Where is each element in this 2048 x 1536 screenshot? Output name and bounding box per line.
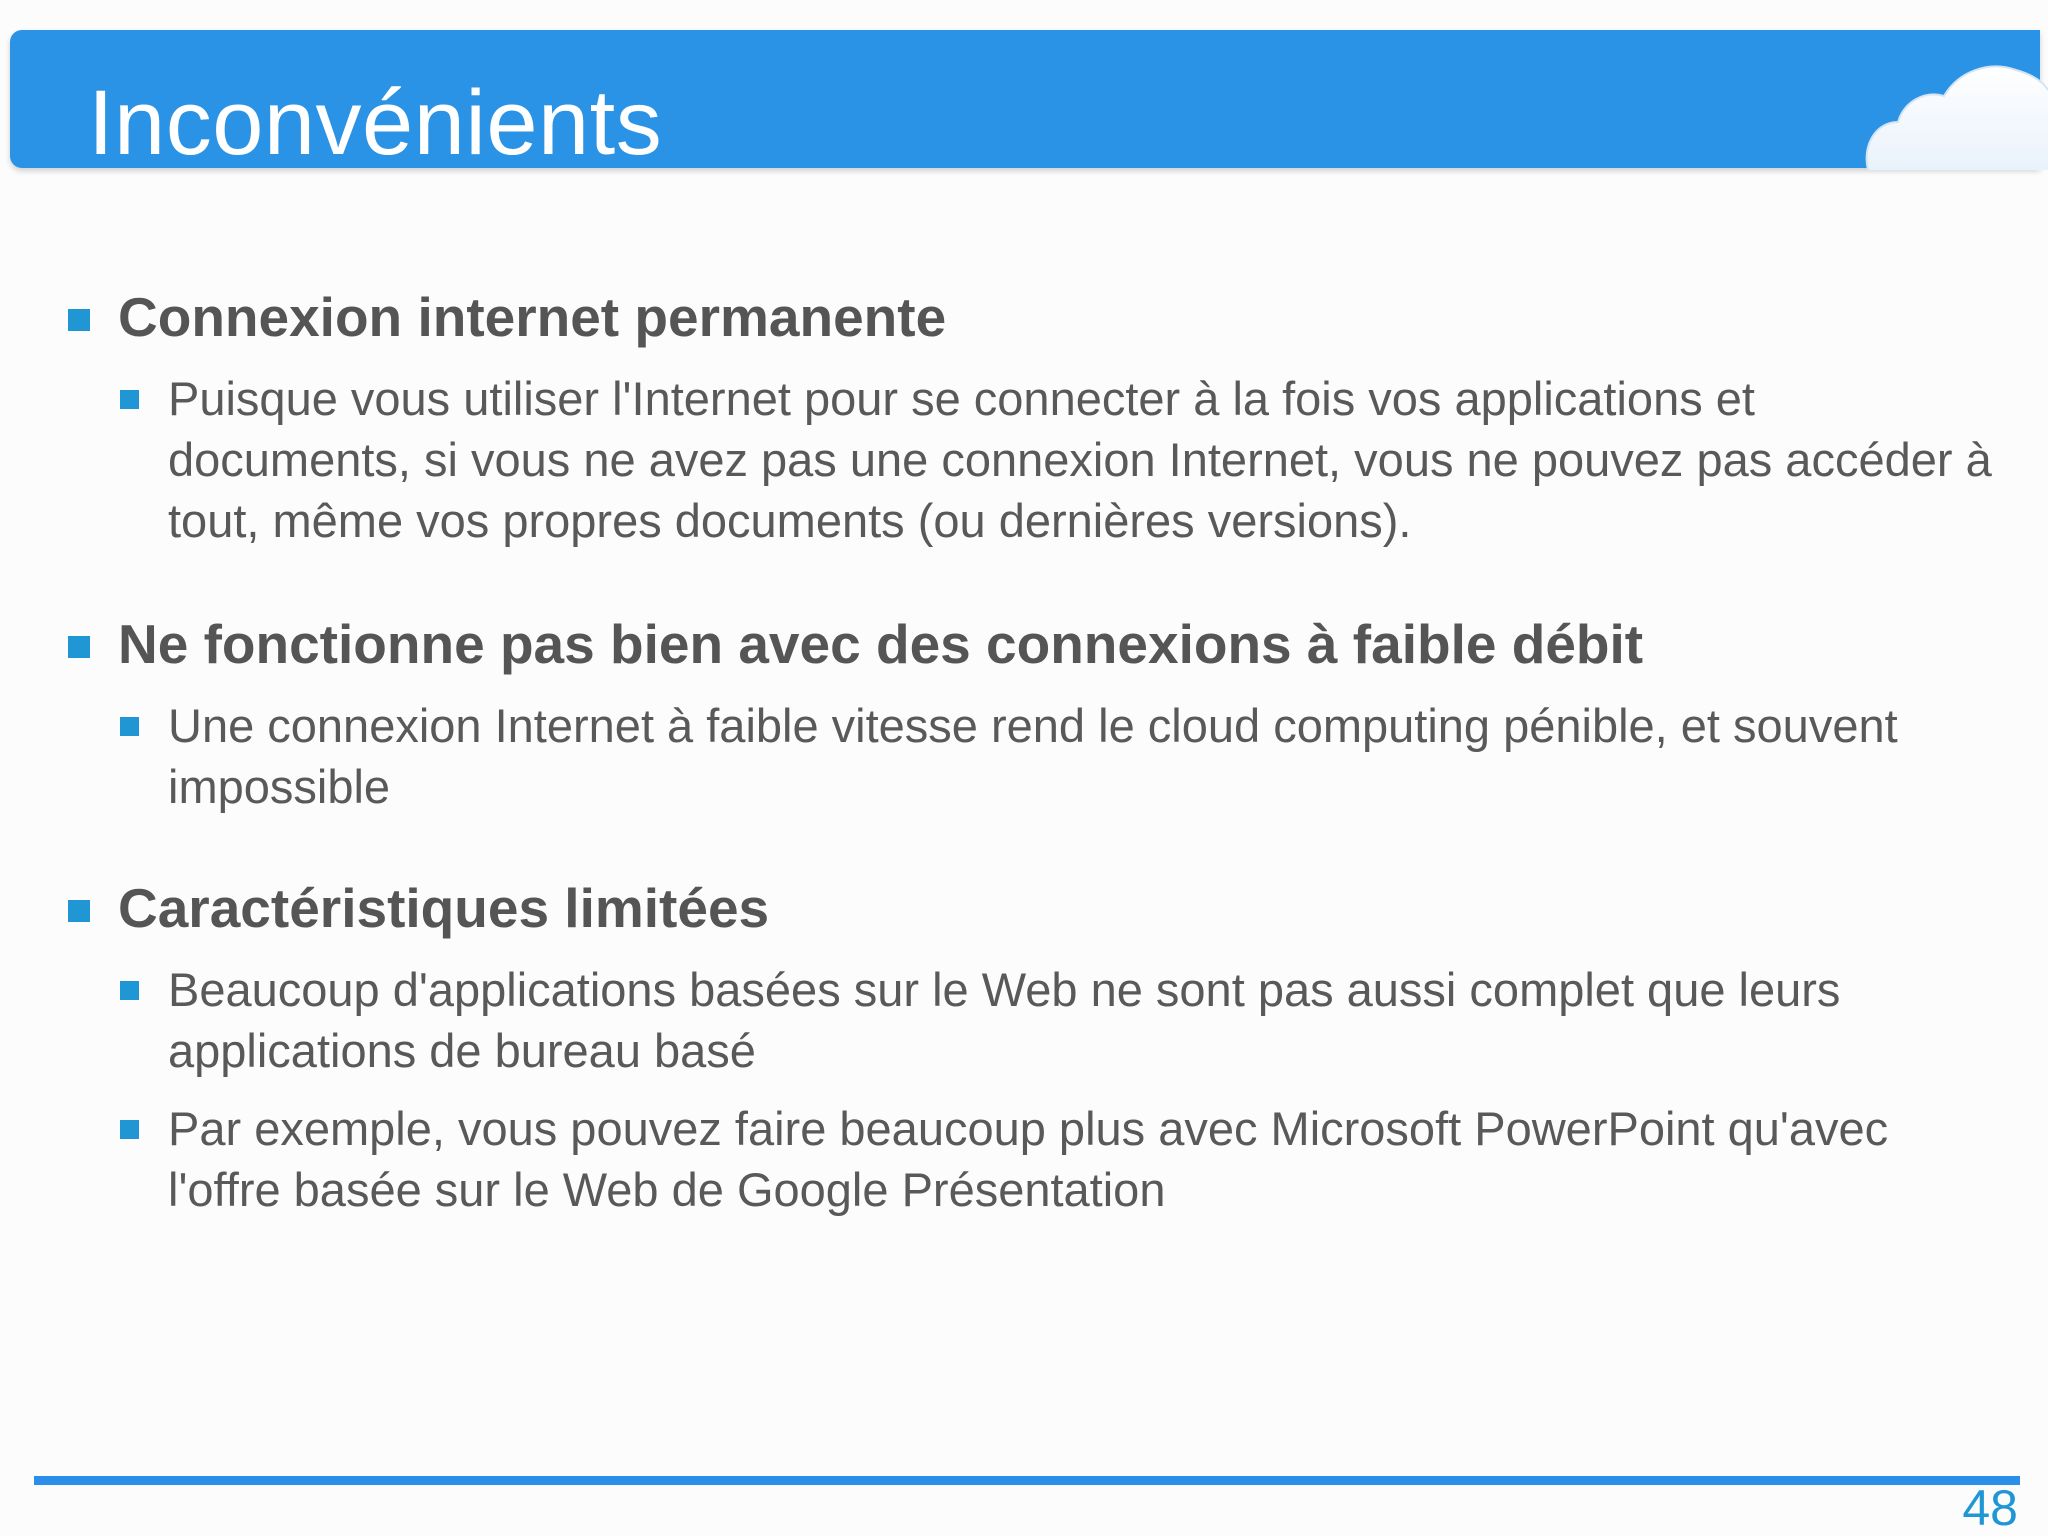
cloud-icon — [1858, 50, 2048, 170]
bullet-icon — [68, 309, 90, 331]
footer-divider — [34, 1476, 2020, 1485]
bullet-icon — [120, 717, 139, 736]
section-item: Une connexion Internet à faible vitesse rend le cloud computing pénible, et souvent impossible — [168, 699, 1898, 813]
bullet-icon — [120, 1120, 139, 1139]
section-item: Puisque vous utiliser l'Internet pour se connecter à la fois vos applications et documents, si vous ne avez pas une connexion Internet, vous ne pouvez pas accéder à tout, même vos propres documents (ou dernières versions). — [168, 372, 1992, 547]
section-heading: Caractéristiques limitées — [118, 877, 770, 939]
bullet-icon — [68, 900, 90, 922]
section-item: Par exemple, vous pouvez faire beaucoup plus avec Microsoft PowerPoint qu'avec l'offre basée sur le Web de Google Présentation — [168, 1102, 1889, 1216]
section-item: Beaucoup d'applications basées sur le Web ne sont pas aussi complet que leurs applications de bureau basé — [168, 963, 1841, 1077]
page-number: 48 — [1962, 1480, 2018, 1536]
bullet-icon — [120, 981, 139, 1000]
section-heading: Connexion internet permanente — [118, 286, 947, 348]
slide-title: Inconvénients — [88, 72, 663, 174]
section-heading: Ne fonctionne pas bien avec des connexions à faible débit — [118, 613, 1644, 675]
bullet-icon — [120, 390, 139, 409]
bullet-icon — [68, 636, 90, 658]
title-bar — [10, 30, 2040, 174]
